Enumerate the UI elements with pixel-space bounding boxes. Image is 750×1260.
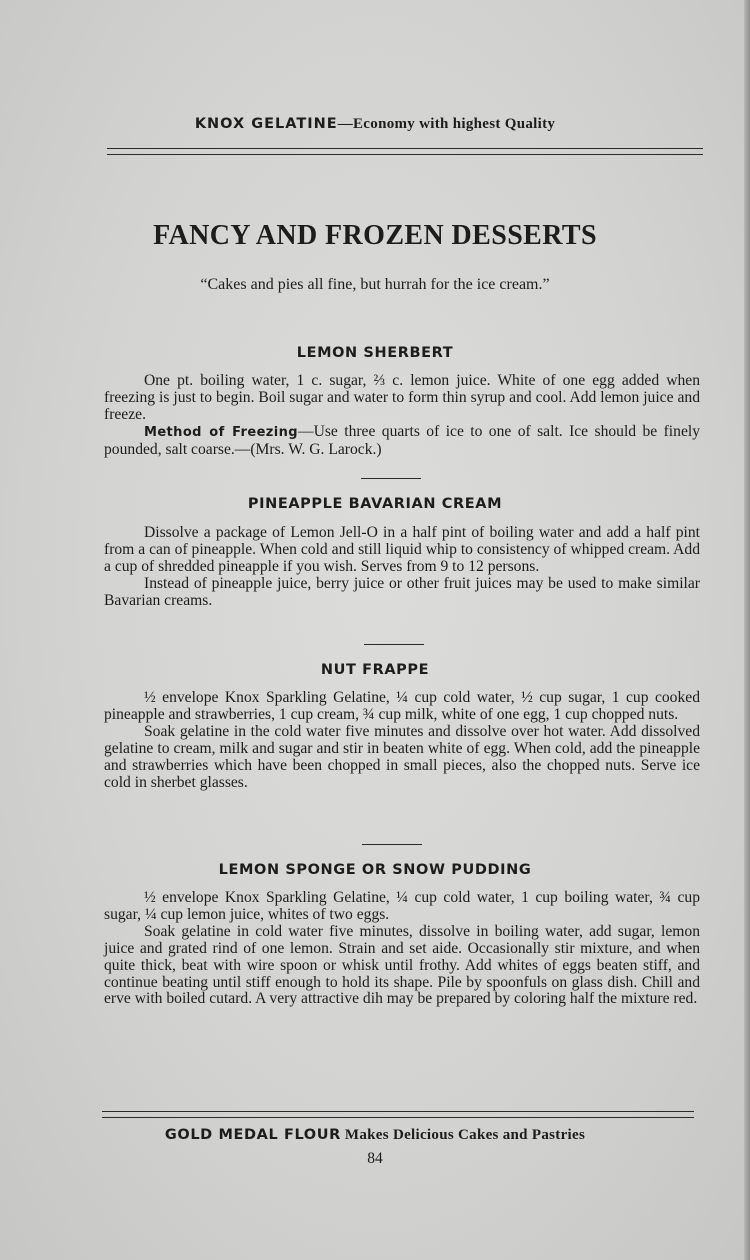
page-edge — [744, 0, 750, 1260]
recipe-paragraph — [104, 424, 700, 459]
paragraph-lead: Method of Freezing — [144, 424, 298, 440]
running-footer — [0, 1127, 750, 1144]
paragraph-text: —Use three quarts of ice to one of salt. Ice should be finely pounded, salt coarse.—(Mrs. W. G. Larock.) — [104, 422, 700, 458]
epigraph: “Cakes and pies all fine, but hurrah for the ice cream.” — [200, 276, 550, 293]
recipe-body-nut-frappe — [104, 690, 700, 791]
recipe-title-pineapple-bavarian-cream: PINEAPPLE BAVARIAN CREAM — [247, 496, 503, 512]
footer-tagline: Makes Delicious Cakes and Pastries — [340, 1127, 586, 1143]
running-header — [0, 116, 750, 133]
recipe-body-pineapple-bavarian-cream — [104, 525, 700, 610]
header-tagline: —Economy with highest Quality — [337, 116, 556, 132]
recipe-title-lemon-sherbert: LEMON SHERBERT — [296, 345, 454, 361]
recipe-title-nut-frappe: NUT FRAPPE — [320, 662, 430, 678]
header-brand: KNOX GELATINE — [194, 116, 338, 132]
page-title: FANCY AND FROZEN DESSERTS — [153, 220, 597, 251]
section-divider — [364, 644, 424, 645]
header-double-rule — [107, 148, 703, 155]
recipe-paragraph: One pt. boiling water, 1 c. sugar, ⅔ c. lemon juice. White of one egg added when freezing is just to begin. Boil sugar and water to form thin syrup and cool. Add lemon juice and freeze. — [104, 372, 700, 423]
recipe-paragraph: Instead of pineapple juice, berry juice or other fruit juices may be used to make similar Bavarian creams. — [104, 574, 700, 609]
footer-brand: GOLD MEDAL FLOUR — [164, 1127, 341, 1143]
recipe-title-lemon-sponge: LEMON SPONGE OR SNOW PUDDING — [218, 862, 532, 878]
recipe-body-lemon-sponge — [104, 890, 700, 1008]
page-number: 84 — [367, 1150, 383, 1167]
recipe-paragraph: Dissolve a package of Lemon Jell-O in a half pint of boiling water and add a half pint from a can of pineapple. When cold and still liquid whip to consistency of whipped cream. Add a cup of shredded pineapple if you wish. Serves from 9 to 12 persons. — [104, 524, 700, 575]
section-divider — [362, 844, 422, 845]
recipe-paragraph: ½ envelope Knox Sparkling Gelatine, ¼ cup cold water, ½ cup sugar, 1 cup cooked pineapple and strawberries, 1 cup cream, ¾ cup milk, white of one egg, 1 cup chopped nuts. — [104, 689, 700, 723]
recipe-paragraph: Soak gelatine in the cold water five minutes and dissolve over hot water. Add dissolved gelatine to cream, milk and sugar and stir in beaten white of egg. When cold, add the pineapple and strawberries which have been chopped in small pieces, also the chopped nuts. Serve ice cold in sherbet glasses. — [104, 722, 700, 791]
section-divider — [361, 478, 421, 479]
recipe-body-lemon-sherbert — [104, 373, 700, 459]
footer-double-rule — [102, 1111, 694, 1118]
recipe-paragraph: Soak gelatine in cold water five minutes, dissolve in boiling water, add sugar, lemon juice and grated rind of one lemon. Strain and set aide. Occasionally stir mixture, and when quite thick, beat with wire spoon or whisk until frothy. Add whites of eggs beaten stiff, and continue beating until stiff enough to hold its shape. Pile by spoonfuls on glass dish. Chill and erve with boiled cutard. A very attractive dih may be prepared by coloring half the mixture red. — [104, 922, 700, 1008]
recipe-paragraph: ½ envelope Knox Sparkling Gelatine, ¼ cup cold water, 1 cup boiling water, ¾ cup sugar, ¼ cup lemon juice, whites of two eggs. — [104, 889, 700, 923]
